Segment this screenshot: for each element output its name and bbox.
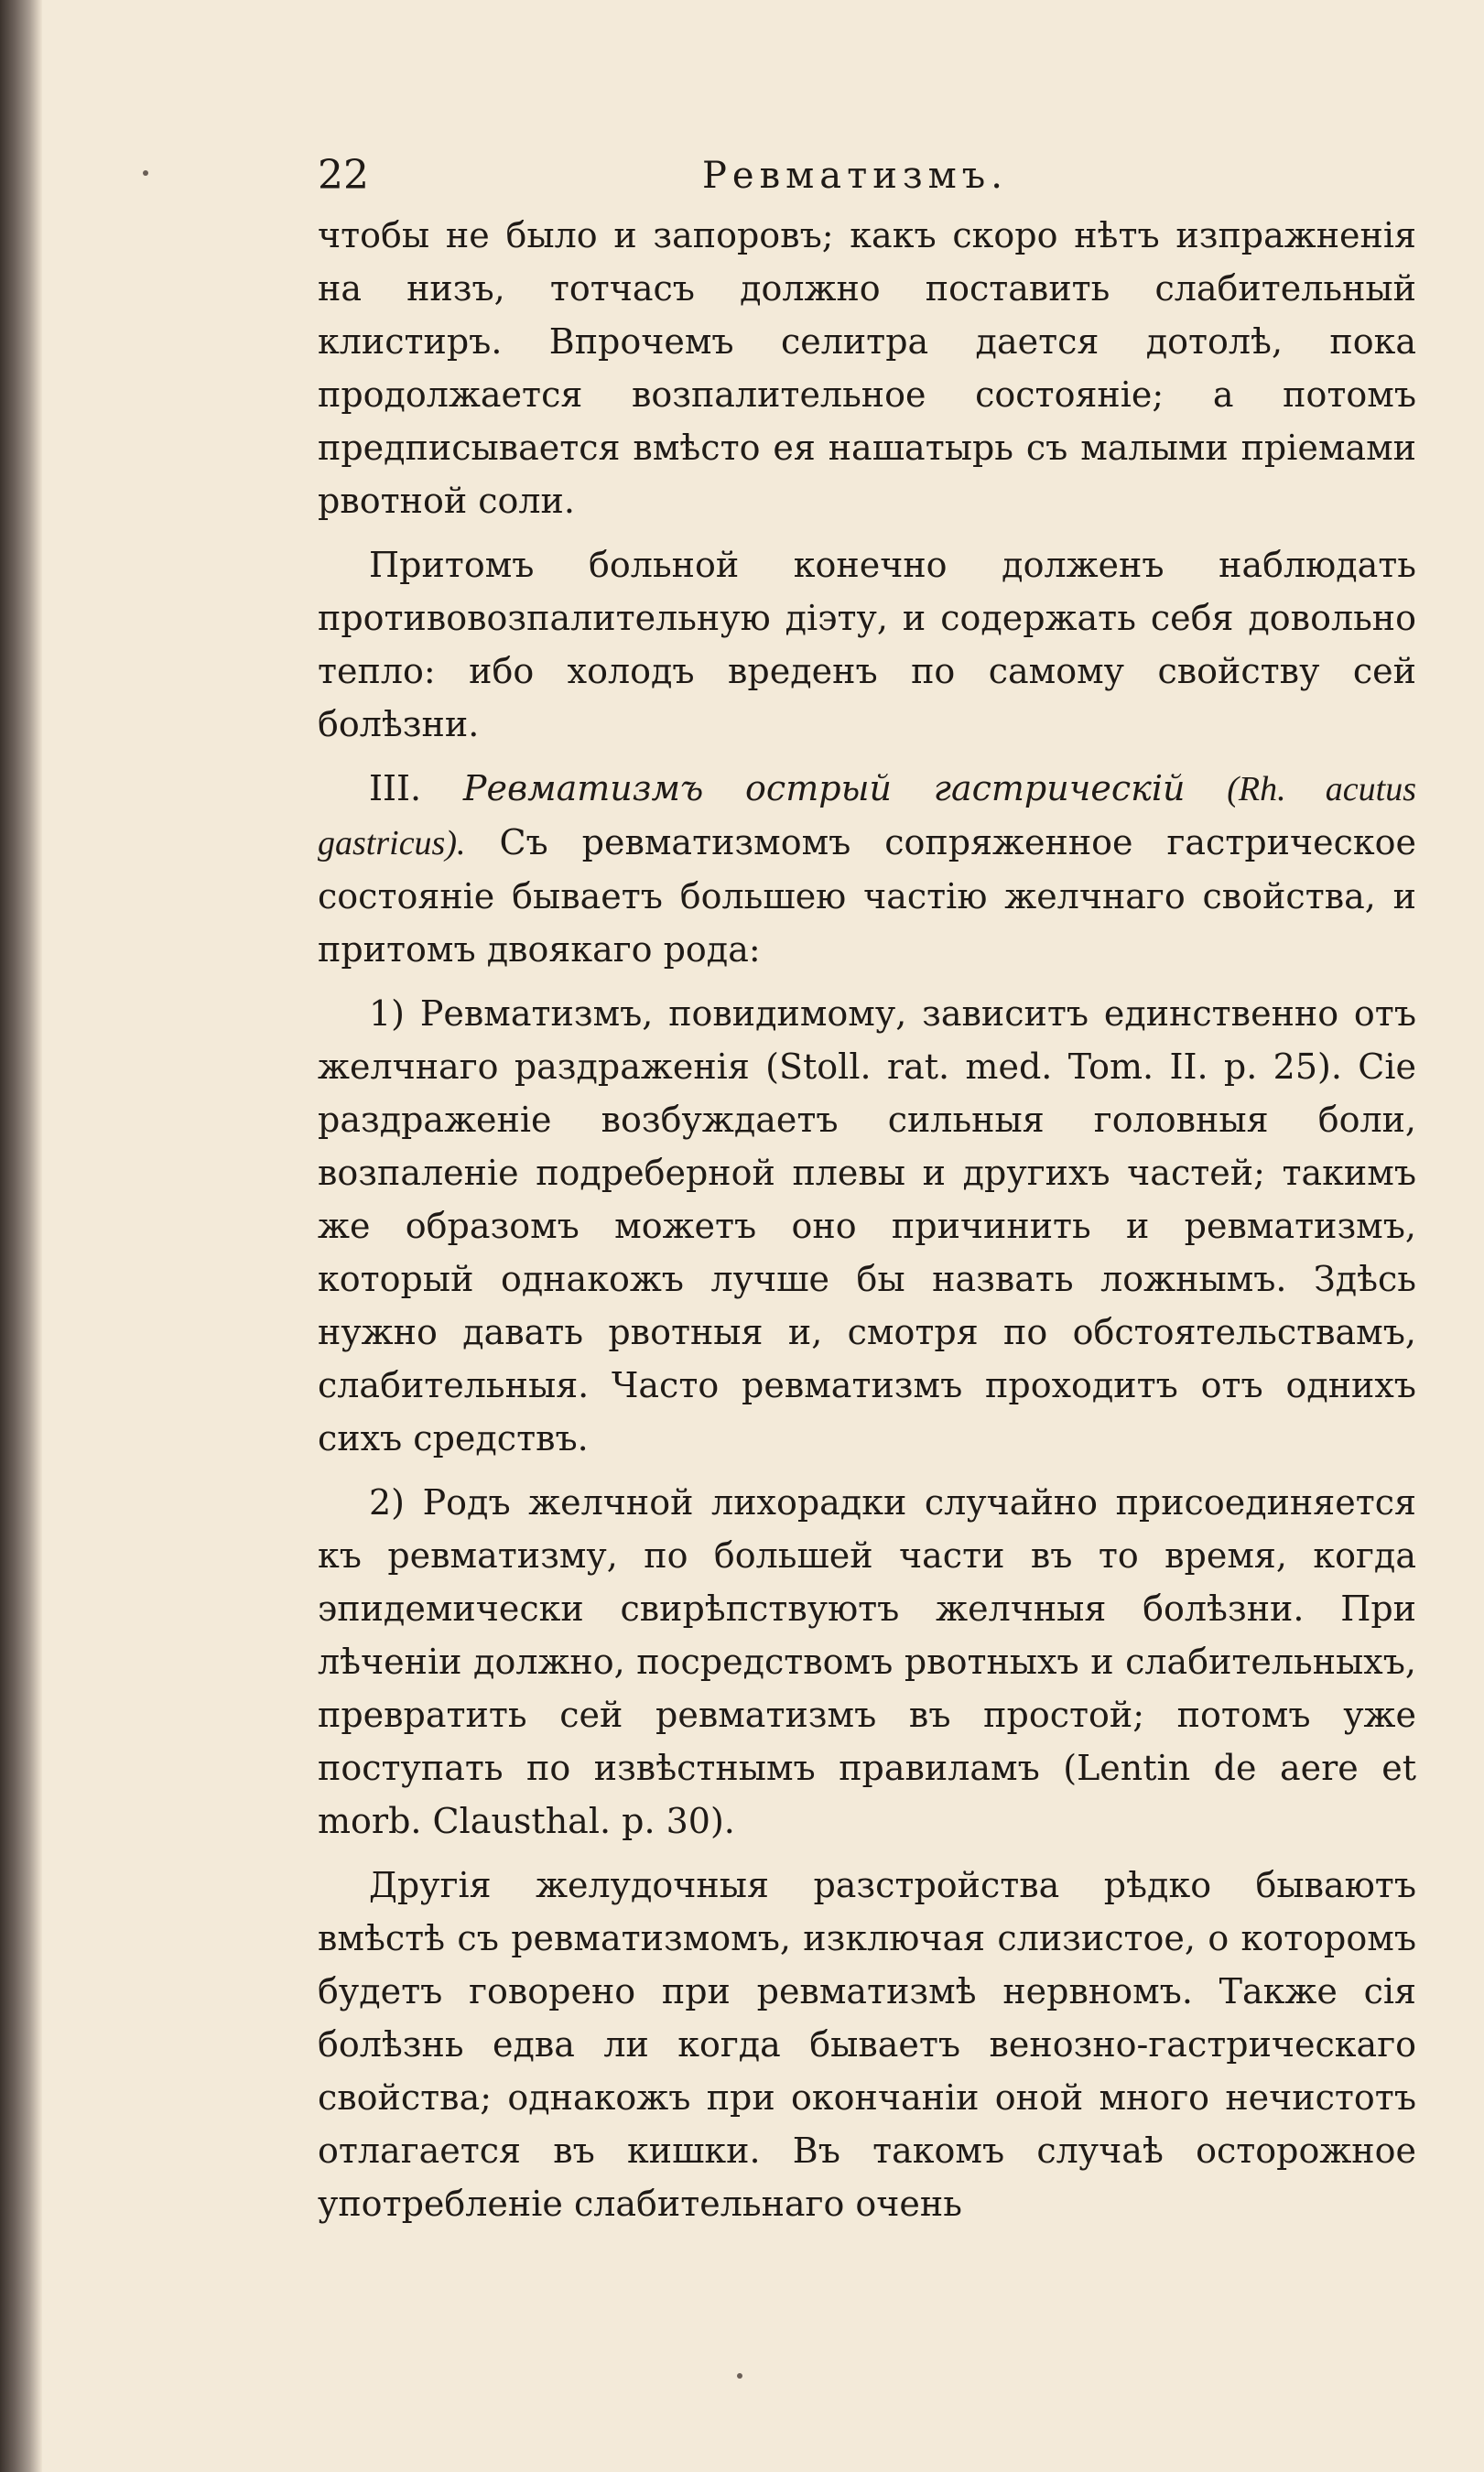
paragraph-item-2: 2) Родъ желчной лихорадки случайно присоединяется къ ревматизму, по большей части въ то время, когда эпидемически свирѣпствуютъ желчныя болѣзни. При лѣченіи должно, посредствомъ рвотныхъ и слабительныхъ, превратить сей ревматизмъ въ простой; потомъ уже поступать по извѣстнымъ правиламъ (Lentin de aere et morb. Clausthal. p. 30).	[318, 1482, 1416, 1841]
section-title: Ревматизмъ острый гастрическій	[462, 768, 1186, 808]
binding-edge	[0, 0, 42, 2472]
paragraph-diet: Притомъ больной конечно долженъ наблюдать противовозпалительную діэту, и содержать себя довольно тепло: ибо холодъ вреденъ по самому свойству сей болѣзни.	[318, 545, 1416, 744]
section-body: Съ ревматизмомъ сопряженное гастрическое состояніе бываетъ большею частію желчнаго свойства, и притомъ двоякаго рода:	[318, 822, 1416, 970]
print-speck	[143, 170, 148, 176]
text-block	[318, 209, 1416, 2241]
print-speck	[737, 2373, 742, 2379]
paragraph-item-1: 1) Ревматизмъ, повидимому, зависитъ единственно отъ желчнаго раздраженія (Stoll. rat. med. Tom. II. p. 25). Сіе раздраженіе возбуждаетъ сильныя головныя боли, возпаленіе подреберной плевы и другихъ частей; такимъ же образомъ можетъ оно причинить и ревматизмъ, который однакожъ лучше бы назвать ложнымъ. Здѣсь нужно давать рвотныя и, смотря по обстоятельствамъ, слабительныя. Часто ревматизмъ проходитъ отъ однихъ сихъ средствъ.	[318, 993, 1416, 1458]
paragraph-other-disorders: Другія желудочныя разстройства рѣдко бываютъ вмѣстѣ съ ревматизмомъ, изключая слизистое, о которомъ будетъ говорено при ревматизмѣ нервномъ. Также сія болѣзнь едва ли когда бываетъ венозно-гастрическаго свойства; однакожъ при окончаніи оной много нечистотъ отлагается въ кишки. Въ такомъ случаѣ осторожное употребленіе слабительнаго очень	[318, 1865, 1416, 2224]
running-title: Ревматизмъ.	[702, 155, 1008, 197]
page-header	[318, 148, 1398, 203]
page-number: 22	[318, 152, 369, 199]
section-latin-title: (Rh. acutus gastricus).	[318, 770, 1416, 862]
section-iii-paragraph	[318, 762, 1416, 976]
section-number: III.	[369, 768, 422, 808]
paragraph-continued: чтобы не было и запоровъ; какъ скоро нѣтъ изпражненія на низъ, тотчасъ должно поставить слабительный клистиръ. Впрочемъ селитра дается дотолѣ, пока продолжается возпалительное состояніе; а потомъ предписывается вмѣсто ея нашатырь съ малыми пріемами рвотной соли.	[318, 215, 1416, 521]
